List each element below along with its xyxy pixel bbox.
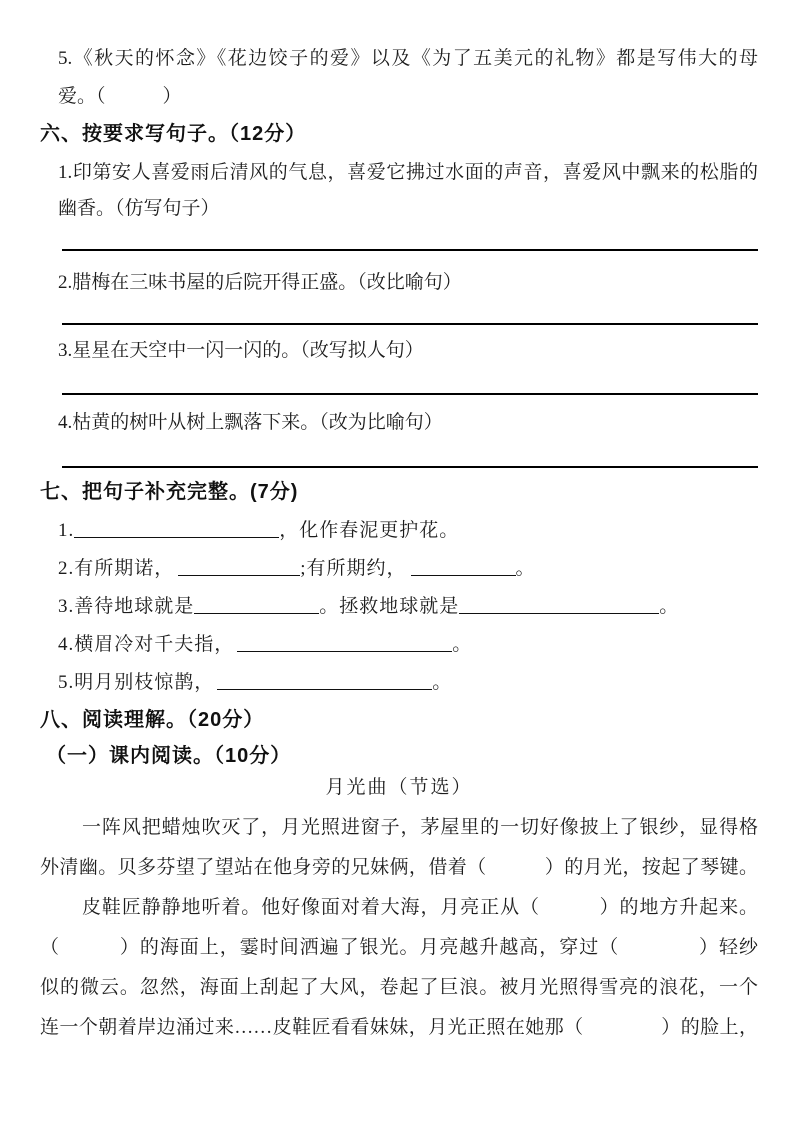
sec7-item1 bbox=[58, 512, 758, 550]
fill-blank bbox=[178, 561, 300, 576]
sec7-item2-mid: ;有所期约， bbox=[300, 558, 407, 579]
sec6-item1-line1: 1.印第安人喜爱雨后清风的气息，喜爱它拂过水面的声音，喜爱风中飘来的松脂的 bbox=[58, 162, 758, 183]
sec6-item4-line1: 4.枯黄的树叶从树上飘落下来。（改为比喻句） bbox=[58, 412, 443, 433]
sec7-item4-pre: 4.横眉冷对千夫指， bbox=[58, 634, 235, 655]
sec6-item1-line2: 幽香。（仿写句子） bbox=[58, 198, 220, 219]
sec7-item4-post: 。 bbox=[452, 634, 473, 655]
passage-p1-line2: 外清幽。贝多芬望了望站在他身旁的兄妹俩，借着（ ）的月光，按起了琴键。 bbox=[40, 857, 758, 878]
sec7-item3-pre: 3.善待地球就是 bbox=[58, 596, 195, 617]
sec7-item5 bbox=[58, 664, 758, 702]
answer-line-1 bbox=[62, 249, 758, 251]
answer-line-3 bbox=[62, 393, 758, 395]
question5-line2: 爱。（ ） bbox=[58, 86, 182, 107]
sec7-item5-post: 。 bbox=[432, 672, 453, 693]
passage-title: 月光曲（节选） bbox=[325, 777, 473, 798]
sec7-item5-pre: 5.明月别枝惊鹊， bbox=[58, 672, 215, 693]
fill-blank bbox=[194, 599, 319, 614]
sec7-item2 bbox=[58, 550, 758, 588]
sec7-item3 bbox=[58, 588, 758, 626]
question5-line1: 5.《秋天的怀念》《花边饺子的爱》以及《为了五美元的礼物》都是写伟大的母 bbox=[58, 48, 758, 69]
section-six-heading: 六、按要求写句子。（12分） bbox=[40, 123, 307, 145]
fill-blank bbox=[74, 523, 279, 538]
section-seven-heading: 七、把句子补充完整。(7分) bbox=[40, 481, 299, 503]
sec7-item2-pre: 2.有所期诺， bbox=[58, 558, 175, 579]
sec7-item3-mid: 。拯救地球就是 bbox=[319, 596, 460, 617]
sec7-item4 bbox=[58, 626, 758, 664]
fill-blank bbox=[411, 561, 516, 576]
reading-subheading: （一）课内阅读。（10分） bbox=[46, 745, 292, 767]
sec7-item1-pre: 1. bbox=[58, 520, 75, 541]
fill-blank bbox=[237, 637, 452, 652]
passage-p2-line3: 似的微云。忽然，海面上刮起了大风，卷起了巨浪。被月光照得雪亮的浪花，一个 bbox=[40, 977, 758, 998]
passage-p2-line1: 皮鞋匠静静地听着。他好像面对着大海，月亮正从（ ）的地方升起来。 bbox=[82, 897, 758, 918]
sec7-item3-post: 。 bbox=[659, 596, 680, 617]
passage-p2-line2: （ ）的海面上，霎时间洒遍了银光。月亮越升越高，穿过（ ）轻纱 bbox=[40, 937, 758, 958]
fill-blank bbox=[217, 675, 432, 690]
answer-line-4 bbox=[62, 466, 758, 468]
sec6-item3-line1: 3.星星在天空中一闪一闪的。（改写拟人句） bbox=[58, 340, 424, 361]
sec7-item1-post: ，化作春泥更护花。 bbox=[279, 520, 460, 541]
answer-line-2 bbox=[62, 323, 758, 325]
sec7-item2-post: 。 bbox=[515, 558, 536, 579]
passage-p2-line4: 连一个朝着岸边涌过来……皮鞋匠看看妹妹，月光正照在她那（ ）的脸上， bbox=[40, 1017, 758, 1038]
sec6-item2-line1: 2.腊梅在三味书屋的后院开得正盛。（改比喻句） bbox=[58, 272, 462, 293]
passage-p1-line1: 一阵风把蜡烛吹灭了，月光照进窗子，茅屋里的一切好像披上了银纱，显得格 bbox=[82, 817, 758, 838]
section-eight-heading: 八、阅读理解。（20分） bbox=[40, 709, 265, 731]
fill-blank bbox=[459, 599, 659, 614]
